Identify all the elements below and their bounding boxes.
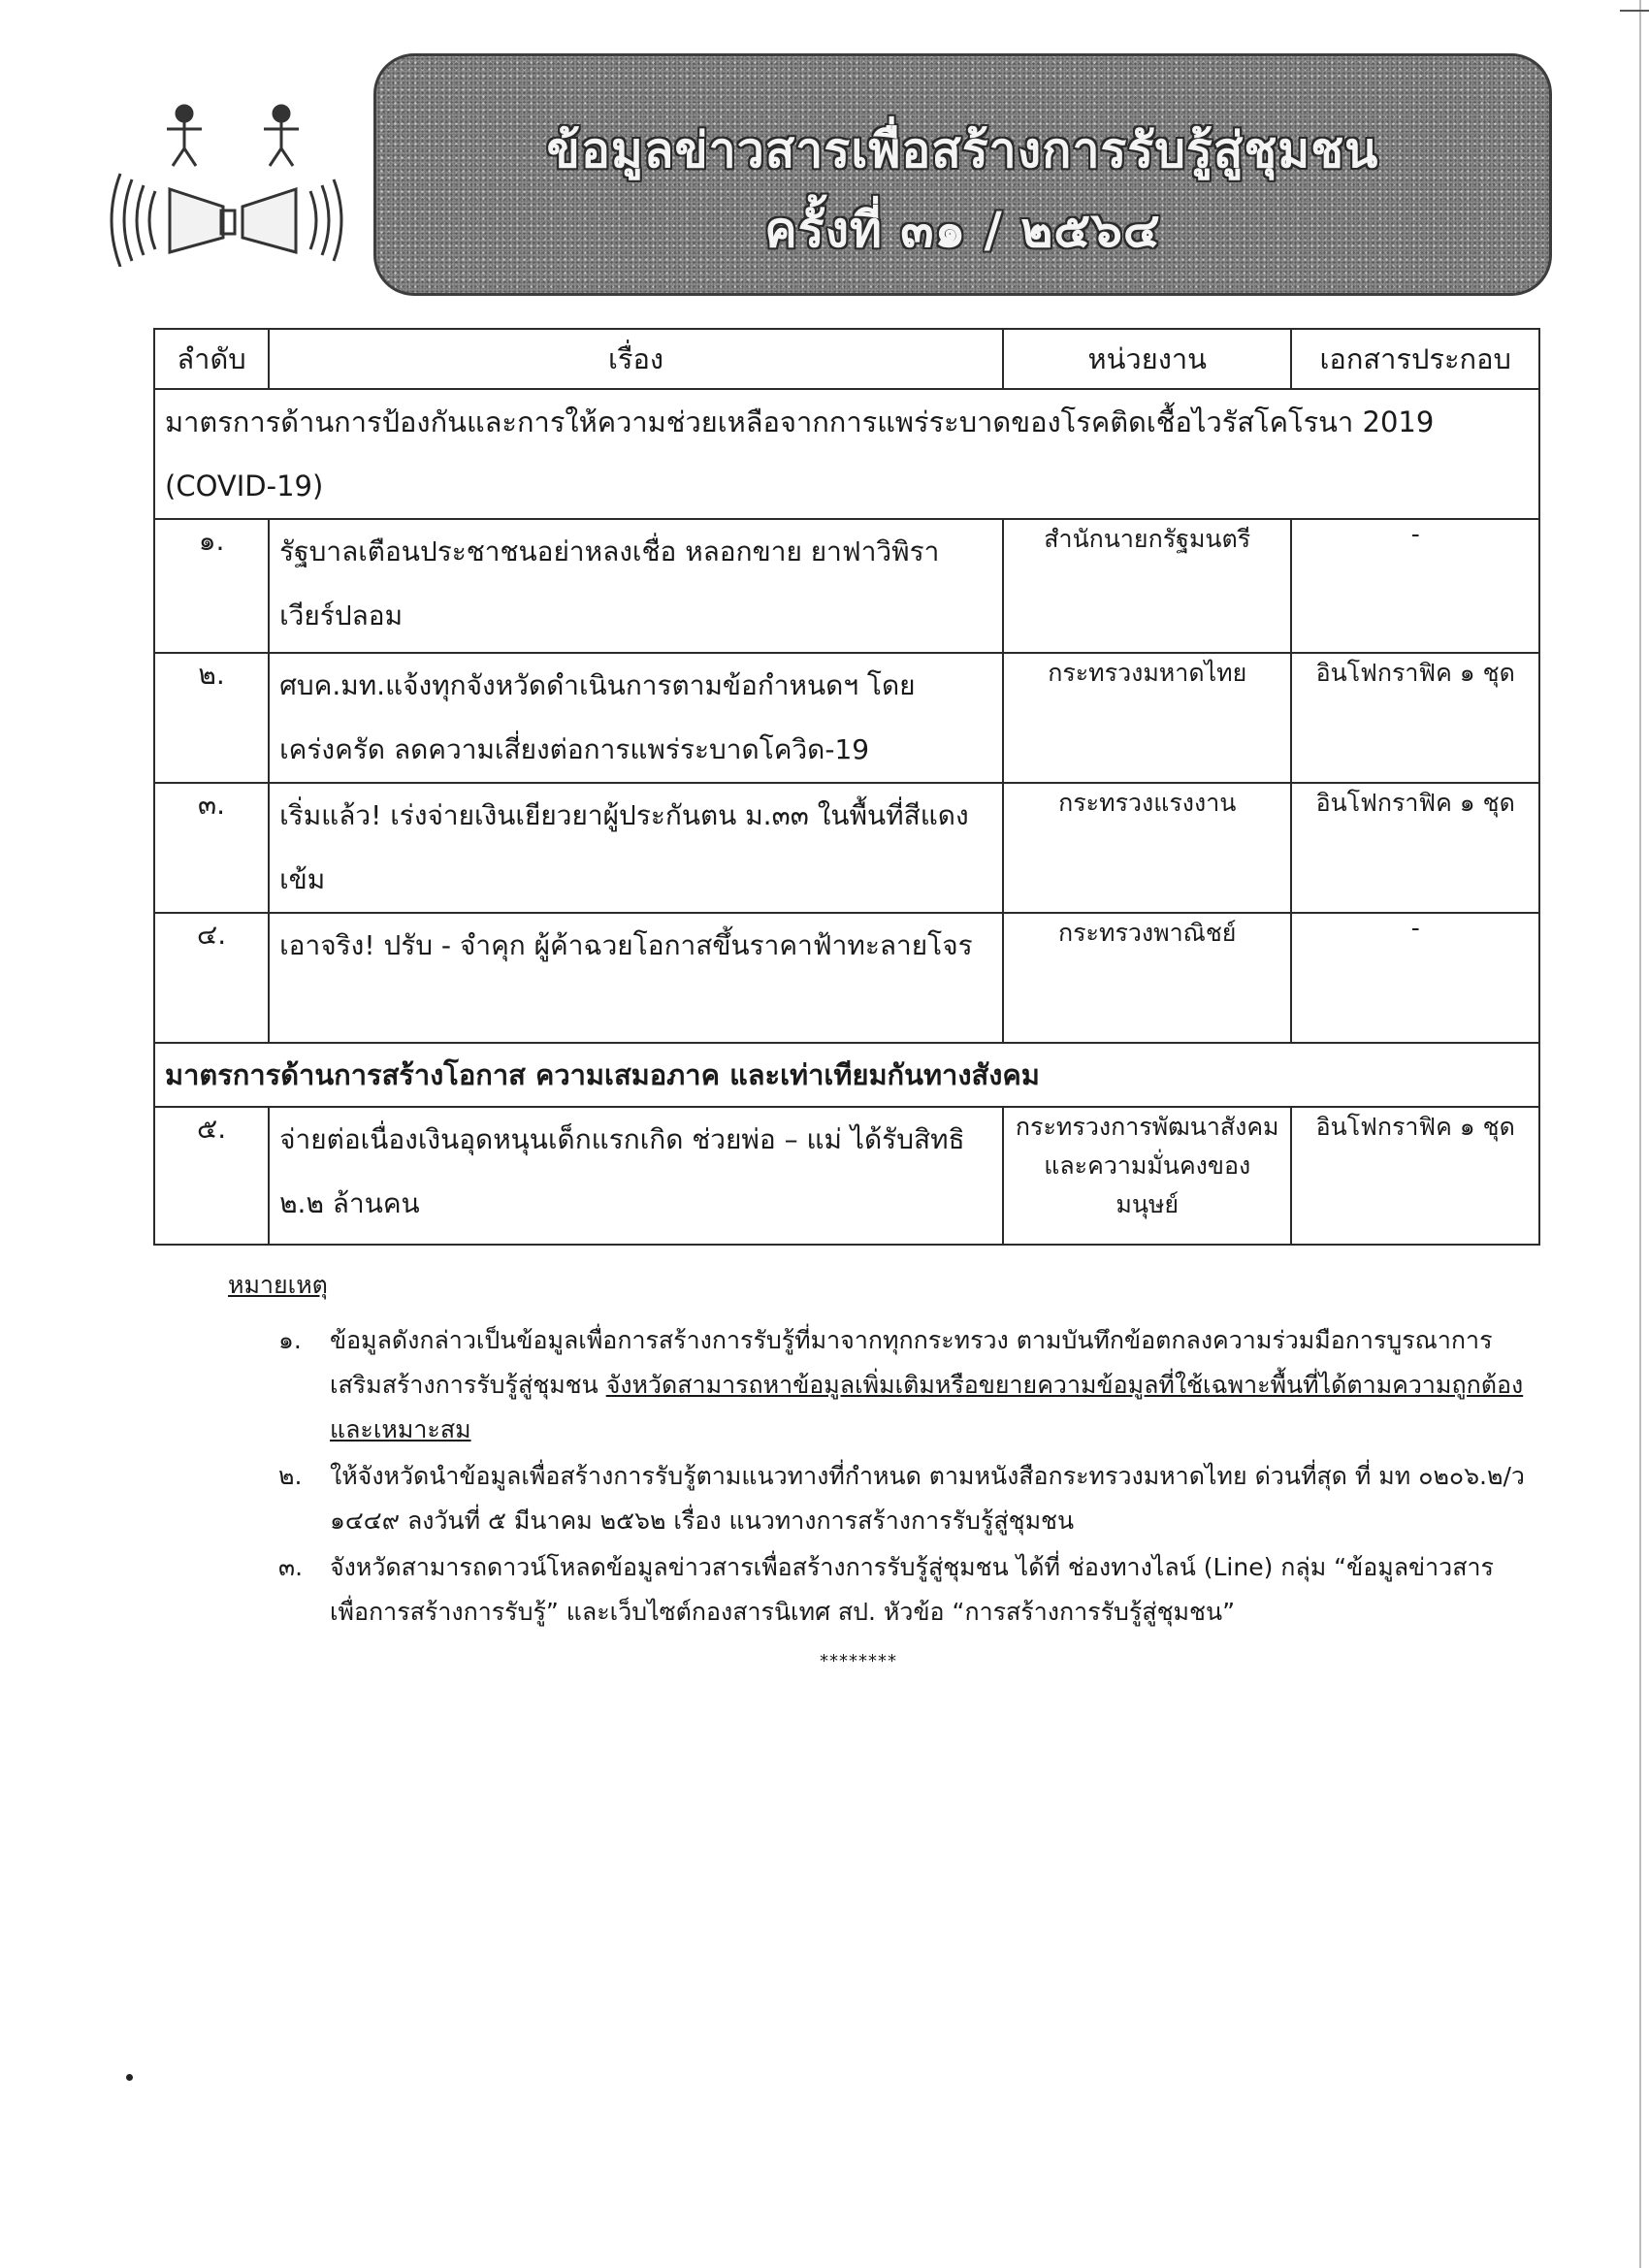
row-number: ๕. bbox=[154, 1107, 269, 1245]
notes-title: หมายเหตุ bbox=[228, 1271, 328, 1299]
scan-speck bbox=[126, 2074, 133, 2081]
row-attachment: - bbox=[1291, 519, 1539, 653]
page-edge-line bbox=[1639, 0, 1641, 2268]
note-number: ๑. bbox=[278, 1326, 302, 1354]
row-agency: สำนักนายกรัฐมนตรี bbox=[1003, 519, 1291, 653]
note-number: ๒. bbox=[278, 1462, 303, 1490]
row-number: ๔. bbox=[154, 913, 269, 1043]
row-attachment: อินโฟกราฟิค ๑ ชุด bbox=[1291, 783, 1539, 913]
row-agency: กระทรวงมหาดไทย bbox=[1003, 653, 1291, 783]
section-row bbox=[154, 389, 1539, 519]
note-item bbox=[228, 1545, 1528, 1635]
notes-section bbox=[228, 1266, 1528, 1636]
row-agency: กระทรวงพาณิชย์ bbox=[1003, 913, 1291, 1043]
megaphone-logo-icon bbox=[97, 92, 359, 267]
header-no: ลำดับ bbox=[154, 329, 269, 389]
end-mark: ******** bbox=[820, 1651, 897, 1671]
note-item bbox=[228, 1454, 1528, 1543]
header-attachment: เอกสารประกอบ bbox=[1291, 329, 1539, 389]
header-topic: เรื่อง bbox=[269, 329, 1003, 389]
table-row bbox=[154, 653, 1539, 783]
row-attachment: อินโฟกราฟิค ๑ ชุด bbox=[1291, 1107, 1539, 1245]
note-item bbox=[228, 1318, 1528, 1452]
table-header-row bbox=[154, 329, 1539, 389]
section-heading-social: มาตรการด้านการสร้างโอกาส ความเสมอภาค และเท่าเทียมกันทางสังคม bbox=[154, 1043, 1539, 1107]
note-text: ให้จังหวัดนำข้อมูลเพื่อสร้างการรับรู้ตามแนวทางที่กำหนด ตามหนังสือกระทรวงมหาดไทย ด่วนที่สุด ที่ มท ๐๒๐๖.๒/ว ๑๔๔๙ ลงวันที่ ๕ มีนาคม ๒๕๖๒ เรื่อง แนวทางการสร้างการรับรู้สู่ชุมชน bbox=[330, 1462, 1525, 1535]
row-number: ๓. bbox=[154, 783, 269, 913]
row-number: ๒. bbox=[154, 653, 269, 783]
table-row bbox=[154, 783, 1539, 913]
row-agency: กระทรวงแรงงาน bbox=[1003, 783, 1291, 913]
header-agency: หน่วยงาน bbox=[1003, 329, 1291, 389]
row-topic: รัฐบาลเตือนประชาชนอย่าหลงเชื่อ หลอกขาย ยาฟาวิพิราเวียร์ปลอม bbox=[269, 519, 1003, 653]
page-edge-tick bbox=[1620, 10, 1649, 12]
section-row bbox=[154, 1043, 1539, 1107]
section-heading-covid: มาตรการด้านการป้องกันและการให้ความช่วยเหลือจากการแพร่ระบาดของโรคติดเชื้อไวรัสโคโรนา 2019 (COVID-19) bbox=[154, 389, 1539, 519]
row-attachment: - bbox=[1291, 913, 1539, 1043]
banner-issue-number: ครั้งที่ ๓๑ / ๒๕๖๔ bbox=[764, 202, 1161, 258]
note-underlined-text: จังหวัดสามารถหาข้อมูลเพิ่มเติมหรือขยายความข้อมูลที่ใช้เฉพาะพื้นที่ได้ตามความถูกต้องและเหมาะสม bbox=[330, 1371, 1524, 1443]
table-row bbox=[154, 913, 1539, 1043]
note-number: ๓. bbox=[278, 1553, 304, 1581]
row-attachment: อินโฟกราฟิค ๑ ชุด bbox=[1291, 653, 1539, 783]
note-text: จังหวัดสามารถดาวน์โหลดข้อมูลข่าวสารเพื่อสร้างการรับรู้สู่ชุมชน ได้ที่ ช่องทางไลน์ (Line) กลุ่ม “ข้อมูลข่าวสารเพื่อการสร้างการรับรู้” และเว็บไซต์กองสารนิเทศ สป. หัวข้อ “การสร้างการรับรู้สู่ชุมชน” bbox=[330, 1553, 1494, 1626]
note-text: ข้อมูลดังกล่าวเป็นข้อมูลเพื่อการสร้างการรับรู้ที่มาจากทุกกระทรวง ตามบันทึกข้อตกลงความร่วมมือการบูรณาการเสริมสร้างการรับรู้สู่ชุมชน bbox=[330, 1326, 1493, 1399]
table-row bbox=[154, 1107, 1539, 1245]
row-number: ๑. bbox=[154, 519, 269, 653]
header-banner bbox=[373, 53, 1552, 296]
row-topic: เอาจริง! ปรับ - จำคุก ผู้ค้าฉวยโอกาสขึ้นราคาฟ้าทะลายโจร bbox=[269, 913, 1003, 1043]
table-row bbox=[154, 519, 1539, 653]
row-agency: กระทรวงการพัฒนาสังคมและความมั่นคงของมนุษย์ bbox=[1003, 1107, 1291, 1245]
row-topic: จ่ายต่อเนื่องเงินอุดหนุนเด็กแรกเกิด ช่วยพ่อ – แม่ ได้รับสิทธิ ๒.๒ ล้านคน bbox=[269, 1107, 1003, 1245]
banner-title: ข้อมูลข่าวสารเพื่อสร้างการรับรู้สู่ชุมชน bbox=[546, 122, 1379, 178]
row-topic: ศบค.มท.แจ้งทุกจังหวัดดำเนินการตามข้อกำหนดฯ โดยเคร่งครัด ลดความเสี่ยงต่อการแพร่ระบาดโควิด-19 bbox=[269, 653, 1003, 783]
row-topic: เริ่มแล้ว! เร่งจ่ายเงินเยียวยาผู้ประกันตน ม.๓๓ ในพื้นที่สีแดงเข้ม bbox=[269, 783, 1003, 913]
news-table bbox=[153, 328, 1540, 1246]
